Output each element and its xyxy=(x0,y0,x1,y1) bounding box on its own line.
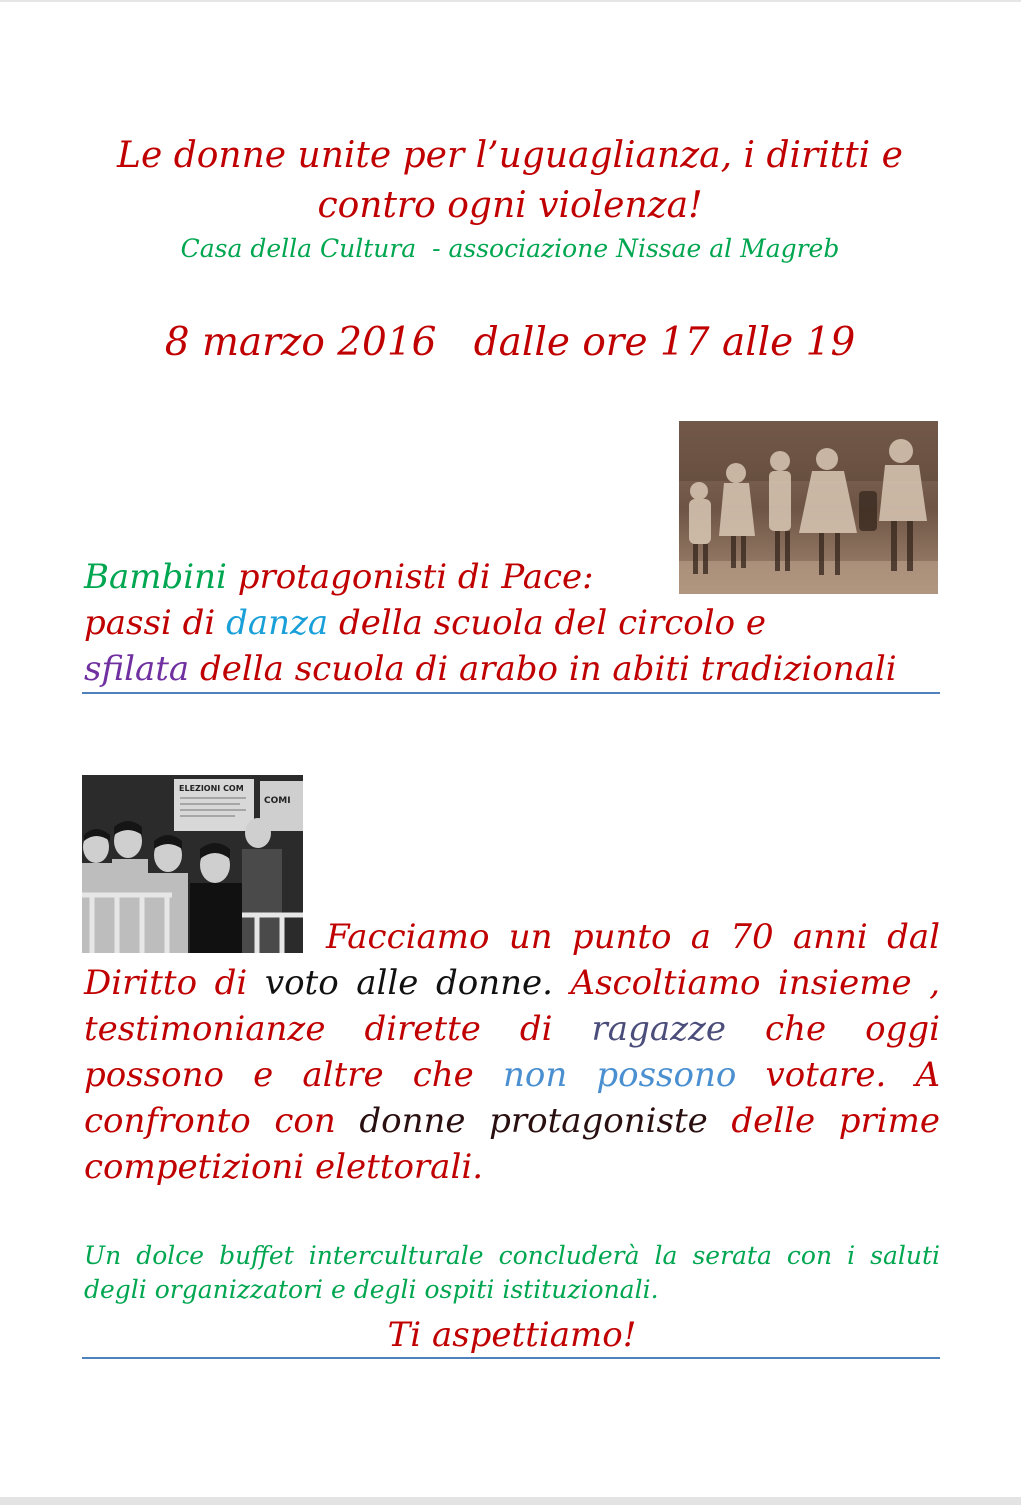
children-program xyxy=(84,554,954,692)
event-date: 8 marzo 2016 dalle ore 17 alle 19 xyxy=(164,320,856,365)
protagonisti-text: protagonisti di Pace: xyxy=(226,557,594,597)
bambini-word: Bambini xyxy=(84,557,227,597)
closing-line: Ti aspettiamo! xyxy=(387,1315,637,1355)
voting-text-1: Facciamo un punto a 70 anni dal Diritto di xyxy=(84,917,940,1003)
page-bottom-edge xyxy=(0,1497,1021,1505)
donne-protagoniste-text: donne protagoniste xyxy=(359,1101,708,1141)
circolo-text: della scuola del circolo e xyxy=(328,603,767,643)
voting-text-9: delle prime competizioni elettorali. xyxy=(84,1101,940,1187)
divider-1 xyxy=(82,692,940,694)
voting-text-2: voto alle donne. xyxy=(264,963,553,1003)
page-title: Le donne unite per l’uguaglianza, i diritti e contro ogni violenza! xyxy=(117,135,903,226)
divider-2 xyxy=(82,1357,940,1359)
ragazze-word: ragazze xyxy=(591,1009,727,1049)
non-possono-text: non possono xyxy=(502,1055,737,1095)
voting-text-7: votare. A confronto con xyxy=(84,1055,940,1141)
poster-text-2: COMI xyxy=(264,796,291,806)
organizer-subtitle: Casa della Cultura - associazione Nissae al Magreb xyxy=(180,234,840,263)
sfilata-word: sfilata xyxy=(84,649,190,689)
voting-rights-paragraph xyxy=(84,914,940,1190)
voting-text-3: Ascoltiamo insieme , testimonianze dirette di xyxy=(84,963,940,1049)
arabo-text: della scuola di arabo in abiti tradizionali xyxy=(189,649,897,689)
voting-text-5: che oggi possono e altre che xyxy=(84,1009,940,1095)
poster-text-1: ELEZIONI COM xyxy=(179,784,244,793)
buffet-paragraph: Un dolce buffet interculturale concluderà la serata con i saluti degli organizzatori e degli ospiti istituzionali. xyxy=(84,1241,940,1304)
page-top-edge xyxy=(0,0,1021,2)
passi-text: passi di xyxy=(84,603,227,643)
danza-word: danza xyxy=(226,603,329,643)
